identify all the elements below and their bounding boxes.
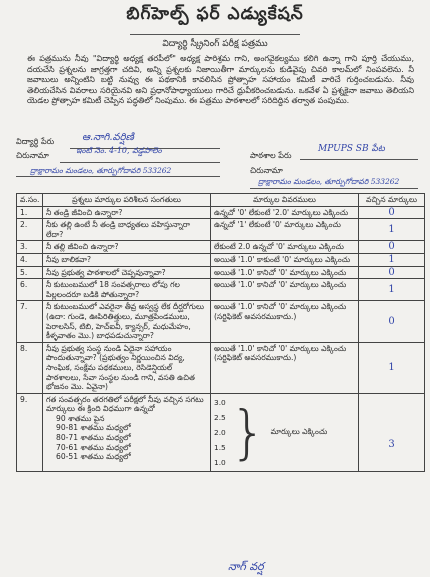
header-marks-obtained: వచ్చిన మార్కులు <box>359 194 425 207</box>
row-marks-detail: అయితే '1.0' కాకుంటే '0' మార్కులు ఎక్కించు <box>211 253 359 266</box>
row-marks-obtained[interactable]: 0 <box>359 266 425 279</box>
scale-value: 1.0 <box>214 457 226 467</box>
school-address-label: చిరునామా <box>250 166 283 175</box>
row-marks-detail: అయితే '1.0' కానిచో '0' మార్కులు ఎక్కించు <box>211 266 359 279</box>
row-number: 1. <box>17 206 43 219</box>
scale-value: 3.0 <box>214 397 226 407</box>
table-header-row <box>17 194 425 207</box>
scale-value: 2.5 <box>214 412 226 422</box>
row-number: 6. <box>17 279 43 301</box>
table-row <box>17 253 425 266</box>
grade-item: 90-81 శాతము మధ్యలో <box>56 423 131 433</box>
row-question: నీ తండ్రి జీవించి ఉన్నారా? <box>43 206 211 219</box>
form-title: బిగ్‌హెల్ప్ ఫర్ ఎడ్యుకేషన్ <box>126 4 304 24</box>
student-name-label: విద్యార్థి పేరు <box>16 137 55 146</box>
row-marks-obtained[interactable]: 0 <box>359 206 425 219</box>
row-marks-detail: లేకుంటే 2.0 ఉన్నచో '0' మార్కులు ఎక్కించు <box>211 241 359 254</box>
address-label: చిరునామా <box>16 151 49 160</box>
scale-label: మార్కులు ఎక్కించు <box>270 427 328 437</box>
row-marks-obtained[interactable]: 3 <box>359 393 425 471</box>
row-number: 3. <box>17 241 43 254</box>
scale-value: 2.0 <box>214 427 226 437</box>
row-marks-detail: ఉన్నచో '0' లేకుంటే '2.0' మార్కులు ఎక్కించు <box>211 206 359 219</box>
table-row <box>17 342 425 393</box>
row-marks-obtained[interactable]: 1 <box>359 219 425 241</box>
row-marks-obtained[interactable]: 1 <box>359 253 425 266</box>
scale-value: 1.5 <box>214 442 226 452</box>
header-marks-details: మార్కుల వివరములు <box>211 194 359 207</box>
school-address-line <box>250 188 418 189</box>
address-line-2 <box>16 176 220 177</box>
form-subtitle: విద్యార్థి స్క్రీనింగ్ పరీక్ష పత్రము <box>162 39 268 49</box>
table-row <box>17 301 425 342</box>
table-row <box>17 206 425 219</box>
row-question-grades <box>43 393 211 471</box>
row-marks-detail: అయితే '1.0' కానిచో '0' మార్కులు ఎక్కించు <box>211 279 359 301</box>
table-row-grades <box>17 393 425 471</box>
row-number: 8. <box>17 342 43 393</box>
address-line-1 <box>60 162 220 163</box>
row-marks-detail: అయితే '1.0' కానిచో '0' మార్కులు ఎక్కించు (సర్టిఫికెట్ అవసరముకాదు.) <box>211 301 359 342</box>
school-name-line <box>300 159 418 160</box>
row-marks-detail: ఉన్నచో '1' లేకుంటే '0' మార్కులు ఎక్కించు <box>211 219 359 241</box>
grade-item: 70-61 శాతము మధ్యలో <box>56 442 131 452</box>
grade-item: 80-71 శాతము మధ్యలో <box>56 433 131 443</box>
row-number: 7. <box>17 301 43 342</box>
row-question: నీవు ప్రభుత్వ పాఠశాలలో చెప్పవున్నావా? <box>43 266 211 279</box>
school-name-label: పాఠశాల పేరు <box>250 151 292 160</box>
grades-intro: గత సంవత్సరం తరగతిలో పరీక్షలో నీవు వచ్చిన సగటు మార్కులు ఈ క్రింది విధముగా ఉన్నచో <box>46 394 204 414</box>
row-marks-obtained[interactable]: 1 <box>359 342 425 393</box>
row-marks-detail: అయితే '1.0' కానిచో '0' మార్కులు ఎక్కించు (సర్టిఫికెట్ అవసరముకాదు.) <box>211 342 359 393</box>
row-question: నీవు బాలికవా? <box>43 253 211 266</box>
row-question: నీ కుటుంబములో 18 సంవత్సరాలు లోపు గల పిల్లలందరూ బడికి పోతున్నారా? <box>43 279 211 301</box>
table-row <box>17 266 425 279</box>
school-address-value: ద్రాక్షారామం మండలం, తూర్పుగోదావరి 533262 <box>258 177 400 186</box>
header-questions: ప్రశ్నలు మార్కుల పరిశీలన సంగతులు <box>43 194 211 207</box>
row-number: 9. <box>17 393 43 471</box>
screening-table <box>16 193 425 472</box>
signature: నాగ్ వర్ష <box>228 560 264 573</box>
table-row <box>17 241 425 254</box>
row-number: 2. <box>17 219 43 241</box>
row-number: 5. <box>17 266 43 279</box>
row-marks-obtained[interactable]: 0 <box>359 301 425 342</box>
student-name-value: ఆ.నాగి.వర్షిణి <box>82 132 134 143</box>
scale-values <box>214 395 226 470</box>
school-name-value: MPUPS SB పేట <box>318 144 385 154</box>
row-question: నీకు తల్లి ఉంటే నీ తండ్రి బాధ్యతలు వహిస్తున్నారా లేదా? <box>43 219 211 241</box>
instructions-paragraph: ఈ పత్రమును నీవు "విద్యార్థి అధ్యక్ష తరపీలో" అధ్యక్ష పారిశ్రమ గాని, అంగవైకల్యము కలిగి ఉన్నా గాని పూర్తి చేయుము, దయచేసి ప్రశ్నలను జాగ్రత్తగా చదివి, అన్ని ప్రశ్నలకు నిజాయితీగా మార్కులను కుడివైపు చివరి కాలమ్‌లో నింపవలెను. నీ జవాబులు అన్నింటిని బట్టి నువ్వు ఈ పథకానికి కావలిసిన ప్రోత్సాహ సహాయం కమిటీ వారిచే గుర్తించబడును. నీవు తెలియచేసిన వివరాలు సరియైనవి అని ప్రధానోపాధ్యాయులు గారిచే ధ్రువీకరించబడును. ఒకవేళ ఏ ప్రశ్నకైనా జవాబు తెలియని యెడల ప్రోత్సాహ కమిటీ చెప్పిన పద్ధతిలో నింపుము. ఈ పత్రము పాఠశాలలో సరిదిద్దిన తర్వాత పంపుము. <box>27 54 414 106</box>
row-marks-obtained[interactable]: 1 <box>359 279 425 301</box>
header-serial: వ.సం. <box>17 194 43 207</box>
address-value: ఇంటి నెం. 4-10, వడ్డపాలెం <box>76 146 162 155</box>
row-question: నీ తల్లి జీవించి ఉన్నారా? <box>43 241 211 254</box>
grade-item: 90 శాతము పైన <box>56 413 105 423</box>
row-number: 4. <box>17 253 43 266</box>
grade-item: 60-51 శాతము మధ్యలో <box>56 452 131 462</box>
grade-scale <box>214 395 355 470</box>
table-row <box>17 219 425 241</box>
table-row <box>17 279 425 301</box>
address-value-2: ద్రాక్షారామం మండలం, తూర్పుగోదావరి 533262 <box>30 166 172 175</box>
row-marks-obtained[interactable]: 0 <box>359 241 425 254</box>
row-question: నీ కుటుంబములో ఎవరైనా తీవ్ర అస్వస్థ లేక దీర్ఘరోగులు (ఉదా: గుండె, ఊపిరితిత్తులు, మూత్రపిండములు, పెరాలసిస్, టిబి, హెచ్ఐవీ, క్యాన్సర్, మధుమేహం, కీళ్ళవాతం మొ.) బాధపడుచున్నారా? <box>43 301 211 342</box>
curly-brace: } <box>229 398 267 467</box>
grade-scale-cell <box>211 393 359 471</box>
title-underline <box>130 34 300 35</box>
row-question: నీవు ప్రభుత్వ సంస్థ నుండి ఏదైనా సహాయం పొందుతున్నావా? (ప్రభుత్వం నిర్ణయించిన విద్య, సాంఘిక, సంక్షేమ పథకములు, రెసిడెన్షియల్ పాఠశాలలు, సేవా సంస్థల నుండి గాని, వసతి ఉచిత భోజనం మొ. ఏవైనా) <box>43 342 211 393</box>
